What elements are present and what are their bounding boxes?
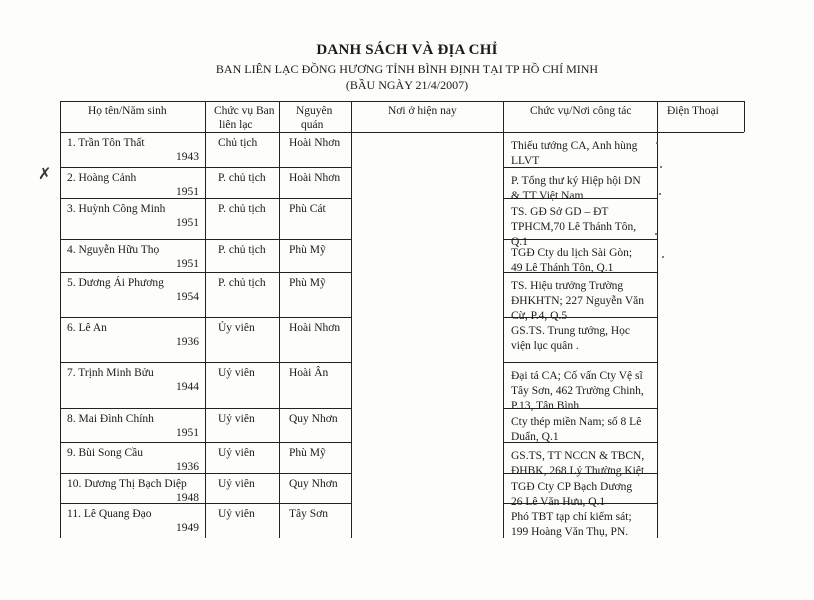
work-position: ĐHBK, 268 Lý Thường Kiệt — [511, 465, 645, 477]
scan-speck — [662, 256, 664, 258]
board-role: Uỷ viên — [218, 478, 255, 490]
work-position: GS.TS, TT NCCN & TBCN, — [511, 450, 645, 462]
row-separator — [60, 473, 351, 474]
birth-year: 1951 — [176, 217, 199, 229]
board-role: Uỷ viên — [218, 413, 255, 425]
hometown: Phù Mỹ — [289, 244, 326, 256]
row-separator — [60, 503, 351, 504]
document-subtitle: BAN LIÊN LẠC ĐỒNG HƯƠNG TỈNH BÌNH ĐỊNH TẠI TP HỒ CHÍ MINH — [215, 62, 599, 76]
body-column-divider — [657, 132, 658, 538]
member-name: 7. Trịnh Minh Bửu — [67, 367, 154, 379]
work-position: & TT Việt Nam — [511, 190, 584, 202]
member-name: 6. Lê An — [67, 322, 107, 334]
header-column-divider — [351, 101, 352, 132]
member-name: 2. Hoàng Cảnh — [67, 172, 137, 184]
header-column-divider — [744, 101, 745, 132]
birth-year: 1936 — [176, 461, 199, 473]
hometown: Hoài Ân — [289, 367, 329, 379]
work-position: 199 Hoàng Văn Thụ, PN. — [511, 526, 629, 538]
table-top-border — [60, 101, 744, 102]
scan-speck — [659, 193, 661, 195]
member-name: 5. Dương Ái Phương — [67, 277, 164, 289]
birth-year: 1949 — [176, 522, 199, 534]
board-role: P. chủ tịch — [218, 172, 266, 184]
birth-year: 1948 — [176, 492, 199, 504]
work-position: viện lục quân . — [511, 340, 579, 352]
work-position: Duẩn, Q.1 — [511, 431, 559, 443]
header-origin: quán — [301, 119, 324, 131]
work-position: Tây Sơn, 462 Trường Chinh, — [511, 385, 644, 397]
birth-year: 1951 — [176, 258, 199, 270]
birth-year: 1944 — [176, 381, 199, 393]
row-separator — [503, 362, 657, 363]
work-position: Q.1 — [511, 236, 528, 248]
hometown: Quy Nhơn — [289, 413, 338, 425]
work-position: TGĐ Cty du lịch Sài Gòn; — [511, 247, 633, 259]
birth-year: 1936 — [176, 336, 199, 348]
member-name: 11. Lê Quang Đạo — [67, 508, 152, 520]
row-separator — [60, 272, 351, 273]
document-title: DANH SÁCH VÀ ĐỊA CHỈ — [316, 42, 498, 58]
work-position: TPHCM,70 Lê Thánh Tôn, — [511, 221, 637, 233]
member-name: 3. Huỳnh Công Minh — [67, 203, 166, 215]
work-position: TGĐ Cty CP Bạch Dương — [511, 481, 633, 493]
birth-year: 1951 — [176, 186, 199, 198]
member-name: 10. Dương Thị Bạch Diệp — [67, 478, 187, 490]
header-work: Chức vụ/Nơi công tác — [530, 105, 632, 117]
header-column-divider — [60, 101, 61, 132]
hometown: Hoài Nhơn — [289, 137, 341, 149]
work-position: Phó TBT tạp chí kiểm sát; — [511, 511, 632, 523]
work-position: LLVT — [511, 155, 540, 167]
member-name: 1. Trần Tôn Thất — [67, 137, 145, 149]
hometown: Phù Mỹ — [289, 277, 326, 289]
hometown: Phù Cát — [289, 203, 326, 215]
board-role: P. chủ tịch — [218, 203, 266, 215]
board-role: Uỷ viên — [218, 508, 255, 520]
work-position: 26 Lê Văn Hưu, Q.1 — [511, 496, 606, 508]
body-column-divider — [279, 132, 280, 538]
header-column-divider — [279, 101, 280, 132]
scan-speck — [660, 166, 662, 168]
board-role: Uỷ viên — [218, 447, 255, 459]
body-column-divider — [351, 132, 352, 538]
row-separator — [60, 317, 351, 318]
work-position: Thiếu tướng CA, Anh hùng — [511, 140, 638, 152]
member-name: 8. Mai Đình Chính — [67, 413, 154, 425]
header-bottom-border — [60, 132, 744, 133]
birth-year: 1951 — [176, 427, 199, 439]
row-separator — [60, 442, 351, 443]
header-role: Chức vụ Ban — [214, 105, 275, 117]
header-name: Họ tên/Năm sinh — [88, 105, 167, 117]
hometown: Quy Nhơn — [289, 478, 338, 490]
hometown: Hoài Nhơn — [289, 322, 341, 334]
work-position: 49 Lê Thánh Tôn, Q.1 — [511, 262, 614, 274]
row-separator — [60, 198, 351, 199]
member-name: 9. Bùi Song Cầu — [67, 447, 144, 459]
work-position: ĐHKHTN; 227 Nguyễn Văn — [511, 295, 644, 307]
board-role: Ủy viên — [218, 322, 255, 334]
header-column-divider — [657, 101, 658, 132]
header-address: Nơi ở hiện nay — [388, 105, 457, 117]
row-separator — [60, 408, 351, 409]
board-role: Uỷ viên — [218, 367, 255, 379]
row-separator — [60, 167, 351, 168]
hometown: Phù Mỹ — [289, 447, 326, 459]
hometown: Tây Sơn — [289, 508, 328, 520]
work-position: Cừ, P.4, Q.5 — [511, 310, 568, 322]
handwritten-x-mark: ✗ — [38, 164, 52, 183]
row-separator — [60, 239, 351, 240]
row-separator — [60, 362, 351, 363]
work-position: TS. GĐ Sở GD – ĐT — [511, 206, 609, 218]
body-column-divider — [503, 132, 504, 538]
birth-year: 1943 — [176, 151, 199, 163]
scan-speck — [655, 233, 657, 235]
header-column-divider — [503, 101, 504, 132]
body-left-border — [60, 132, 61, 538]
member-name: 4. Nguyễn Hữu Thọ — [67, 244, 160, 256]
header-origin: Nguyên — [296, 105, 333, 117]
board-role: P. chủ tịch — [218, 244, 266, 256]
work-position: P. Tổng thư ký Hiệp hội DN — [511, 175, 641, 187]
header-phone: Điện Thoại — [667, 105, 719, 117]
board-role: Chủ tịch — [218, 137, 258, 149]
birth-year: 1954 — [176, 291, 199, 303]
hometown: Hoài Nhơn — [289, 172, 341, 184]
scan-speck — [656, 142, 658, 144]
election-date: (BẦU NGÀY 21/4/2007) — [345, 78, 469, 92]
work-position: TS. Hiệu trưởng Trường — [511, 280, 624, 292]
work-position: P.13, Tân Bình — [511, 400, 580, 412]
work-position: Đại tá CA; Cố vấn Cty Vệ sĩ — [511, 370, 643, 382]
work-position: Cty thép miền Nam; số 8 Lê — [511, 416, 642, 428]
board-role: P. chủ tịch — [218, 277, 266, 289]
header-column-divider — [205, 101, 206, 132]
body-column-divider — [205, 132, 206, 538]
header-role: liên lạc — [219, 119, 253, 131]
work-position: GS.TS. Trung tướng, Học — [511, 325, 631, 337]
